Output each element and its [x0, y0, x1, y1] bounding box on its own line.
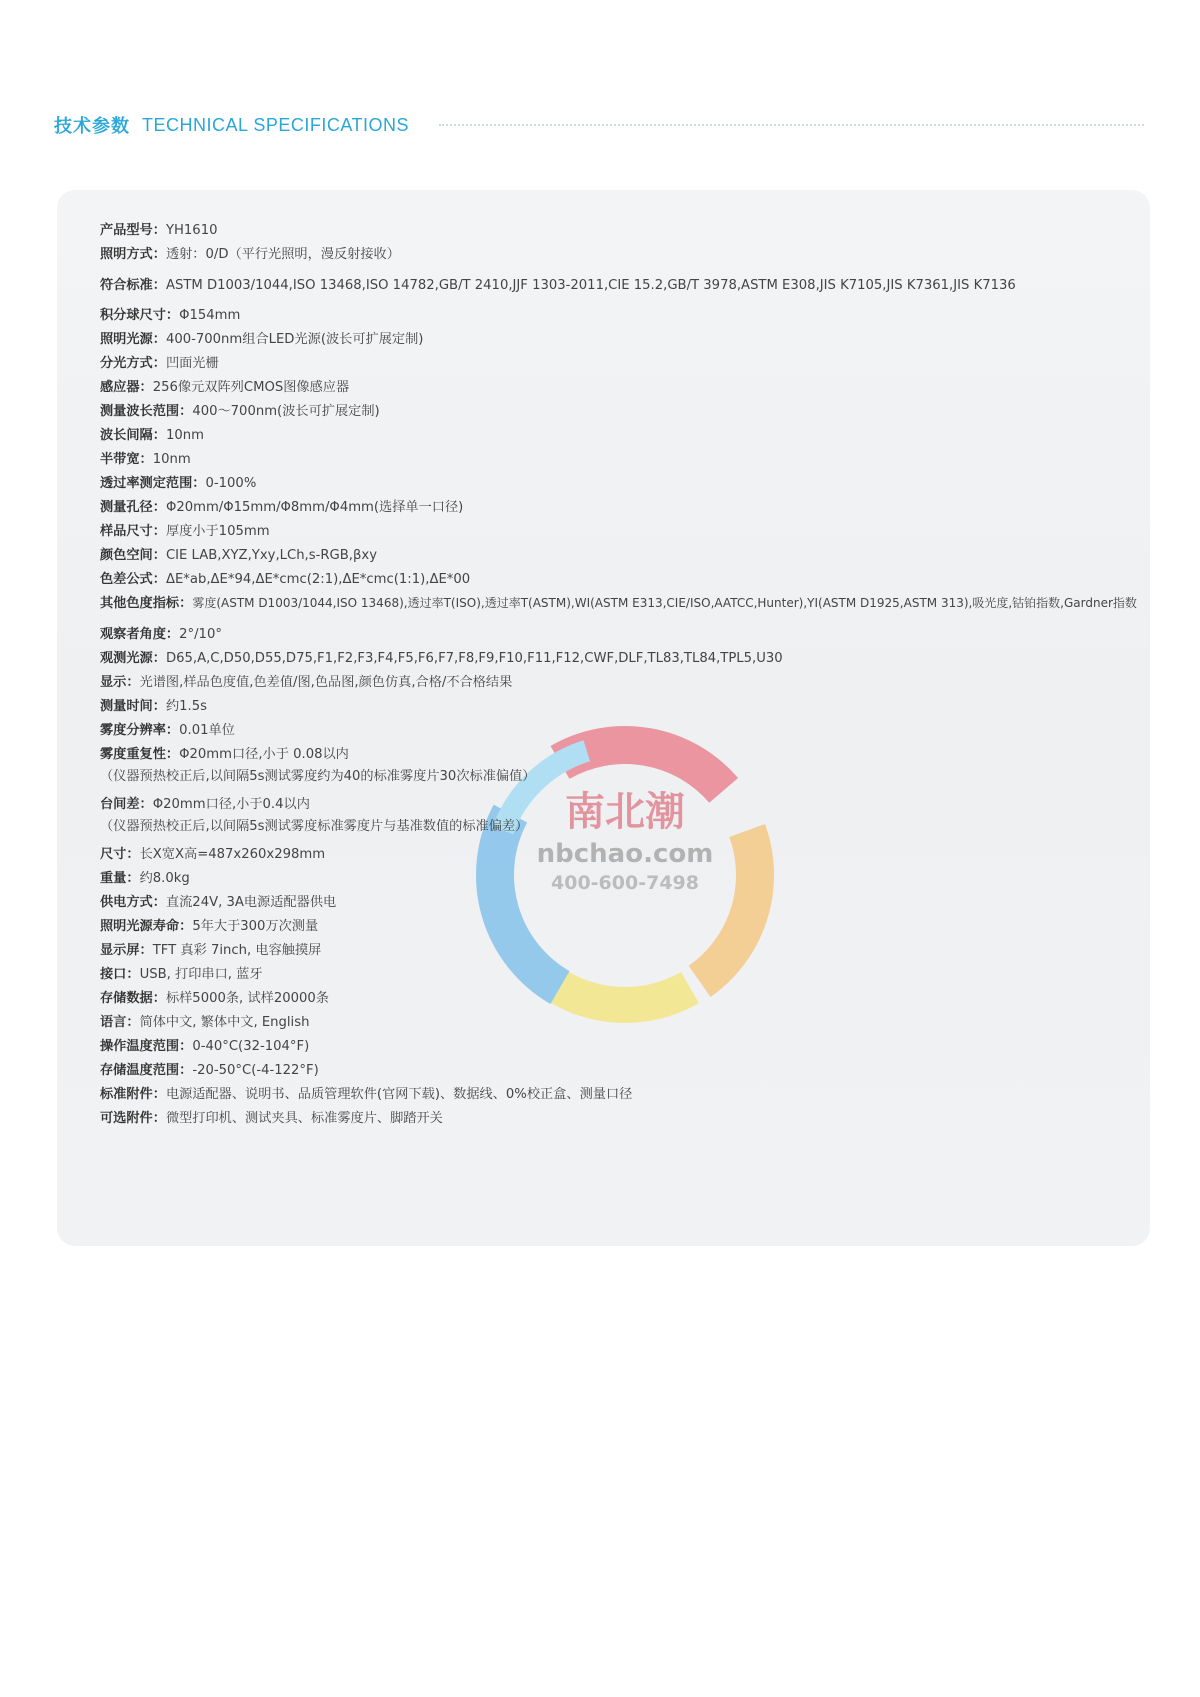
spec-row: [100, 698, 207, 716]
spec-value: 微型打印机、测试夹具、标准雾度片、脚踏开关: [165, 1111, 443, 1126]
watermark-brand: 南北潮: [565, 789, 685, 835]
spec-key: 存储数据：: [100, 991, 166, 1006]
spec-key: 符合标准：: [100, 278, 166, 293]
spec-row: [100, 1014, 309, 1032]
spec-value: 400-700nm组合LED光源(波长可扩展定制): [165, 332, 424, 347]
spec-key: 操作温度范围：: [100, 1039, 193, 1054]
spec-key: 台间差：: [100, 797, 153, 812]
spec-key: 波长间隔：: [100, 428, 166, 443]
watermark-site: nbchao.com: [536, 839, 714, 869]
spec-value: CIE LAB,XYZ,Yxy,LCh,s-RGB,βxy: [165, 548, 378, 563]
spec-row: [100, 277, 1016, 295]
spec-key: 接口：: [100, 967, 140, 982]
spec-key: 显示屏：: [100, 943, 153, 958]
spec-note: （仪器预热校正后,以间隔5s测试雾度约为40的标准雾度片30次标准偏值）: [100, 768, 536, 784]
spec-key: 照明光源：: [100, 332, 166, 347]
spec-value: Φ20mm口径,小于 0.08以内: [179, 747, 349, 762]
spec-key: 透过率测定范围：: [100, 476, 206, 491]
spec-key: 供电方式：: [100, 895, 166, 910]
spec-row: [100, 451, 191, 469]
spec-row: [100, 796, 528, 836]
spec-row: [100, 595, 1137, 613]
spec-row: [100, 499, 463, 517]
section-title-cn: 技术参数: [54, 116, 130, 137]
spec-key: 分光方式：: [100, 356, 166, 371]
spec-key: 色差公式：: [100, 572, 166, 587]
spec-note: （仪器预热校正后,以间隔5s测试雾度标准雾度片与基准数值的标准偏差）: [100, 818, 529, 834]
spec-key: 其他色度指标：: [100, 596, 193, 611]
spec-value: 凹面光栅: [165, 356, 219, 371]
spec-key: 存储温度范围：: [100, 1063, 193, 1078]
spec-row: [100, 966, 263, 984]
watermark-phone: 400-600-7498: [551, 872, 699, 894]
spec-value: 约8.0kg: [139, 871, 190, 886]
spec-key: 测量波长范围：: [100, 404, 193, 419]
spec-row: [100, 674, 512, 692]
spec-row: [100, 722, 235, 740]
spec-key: 半带宽：: [100, 452, 153, 467]
spec-value: 简体中文, 繁体中文, English: [139, 1015, 310, 1030]
spec-value: TFT 真彩 7inch, 电容触摸屏: [152, 943, 322, 958]
spec-row: [100, 894, 336, 912]
spec-row: [100, 846, 325, 864]
spec-row: [100, 626, 222, 644]
spec-row: [100, 427, 204, 445]
spec-key: 样品尺寸：: [100, 524, 166, 539]
spec-value: 光谱图,样品色度值,色差值/图,色品图,颜色仿真,合格/不合格结果: [139, 675, 513, 690]
spec-value: 400～700nm(波长可扩展定制): [192, 404, 380, 419]
spec-row: [100, 650, 783, 668]
spec-value: 2°/10°: [179, 627, 222, 642]
spec-value: USB, 打印串口, 蓝牙: [139, 967, 263, 982]
spec-row: [100, 331, 423, 349]
spec-key: 重量：: [100, 871, 140, 886]
spec-value: 10nm: [152, 452, 191, 467]
spec-key: 产品型号：: [100, 223, 166, 238]
spec-key: 标准附件：: [100, 1087, 166, 1102]
spec-value: 雾度(ASTM D1003/1044,ISO 13468),透过率T(ISO),透过率T(ASTM),WI(ASTM E313,CIE/ISO,AATCC,Hunter),YI(ASTM D1925,ASTM 313),吸光度,钴铂指数,Gardner指数: [192, 596, 1137, 610]
spec-row: [100, 1062, 319, 1080]
spec-value: 电源适配器、说明书、品质管理软件(官网下载)、数据线、0%校正盒、测量口径: [165, 1087, 633, 1102]
spec-key: 测量孔径：: [100, 500, 166, 515]
spec-row: [100, 1038, 309, 1056]
spec-value: -20-50°C(-4-122°F): [192, 1063, 319, 1078]
spec-row: [100, 870, 190, 888]
spec-key: 观测光源：: [100, 651, 166, 666]
spec-value: 标样5000条, 试样20000条: [165, 991, 329, 1006]
spec-value: YH1610: [165, 223, 218, 238]
spec-value: 厚度小于105mm: [165, 524, 270, 539]
spec-key: 雾度重复性：: [100, 747, 180, 762]
spec-row: [100, 1086, 632, 1104]
header-dotted-divider: [439, 124, 1144, 126]
spec-key: 可选附件：: [100, 1111, 166, 1126]
spec-value: 直流24V, 3A电源适配器供电: [165, 895, 337, 910]
spec-row: [100, 746, 535, 786]
spec-value: D65,A,C,D50,D55,D75,F1,F2,F3,F4,F5,F6,F7,F8,F9,F10,F11,F12,CWF,DLF,TL83,TL84,TPL5,U30: [165, 651, 783, 666]
spec-row: [100, 307, 240, 325]
spec-row: [100, 475, 256, 493]
spec-value: 约1.5s: [165, 699, 207, 714]
spec-value: Φ154mm: [179, 308, 241, 323]
spec-row: [100, 222, 217, 240]
section-title-en: TECHNICAL SPECIFICATIONS: [142, 114, 410, 135]
spec-value: 0-100%: [205, 476, 257, 491]
spec-row: [100, 246, 400, 264]
spec-row: [100, 547, 377, 565]
spec-value: ΔE*ab,ΔE*94,ΔE*cmc(2:1),ΔE*cmc(1:1),ΔE*00: [165, 572, 471, 587]
spec-key: 雾度分辨率：: [100, 723, 180, 738]
spec-value: 长X宽X高=487x260x298mm: [139, 847, 326, 862]
spec-key: 尺寸：: [100, 847, 140, 862]
spec-row: [100, 918, 318, 936]
spec-row: [100, 523, 270, 541]
spec-key: 语言：: [100, 1015, 140, 1030]
spec-key: 测量时间：: [100, 699, 166, 714]
spec-row: [100, 403, 380, 421]
spec-value: 256像元双阵列CMOS图像感应器: [152, 380, 350, 395]
section-header: [54, 112, 1144, 138]
spec-row: [100, 571, 470, 589]
spec-row: [100, 355, 219, 373]
spec-value: Φ20mm/Φ15mm/Φ8mm/Φ4mm(选择单一口径): [165, 500, 464, 515]
spec-value: Φ20mm口径,小于0.4以内: [152, 797, 310, 812]
spec-key: 照明光源寿命：: [100, 919, 193, 934]
spec-value: 透射：0/D（平行光照明，漫反射接收）: [165, 247, 400, 262]
spec-value: 10nm: [165, 428, 204, 443]
spec-row: [100, 379, 349, 397]
spec-key: 显示：: [100, 675, 140, 690]
spec-value: 0.01单位: [179, 723, 235, 738]
spec-key: 照明方式：: [100, 247, 166, 262]
spec-key: 感应器：: [100, 380, 153, 395]
spec-key: 积分球尺寸：: [100, 308, 180, 323]
spec-row: [100, 942, 321, 960]
spec-value: 5年大于300万次测量: [192, 919, 319, 934]
spec-key: 颜色空间：: [100, 548, 166, 563]
spec-row: [100, 990, 329, 1008]
spec-value: ASTM D1003/1044,ISO 13468,ISO 14782,GB/T 2410,JJF 1303-2011,CIE 15.2,GB/T 3978,ASTM E308,JIS K7105,JIS K7361,JIS K7136: [165, 278, 1016, 293]
spec-value: 0-40°C(32-104°F): [192, 1039, 310, 1054]
spec-key: 观察者角度：: [100, 627, 180, 642]
spec-row: [100, 1110, 443, 1128]
